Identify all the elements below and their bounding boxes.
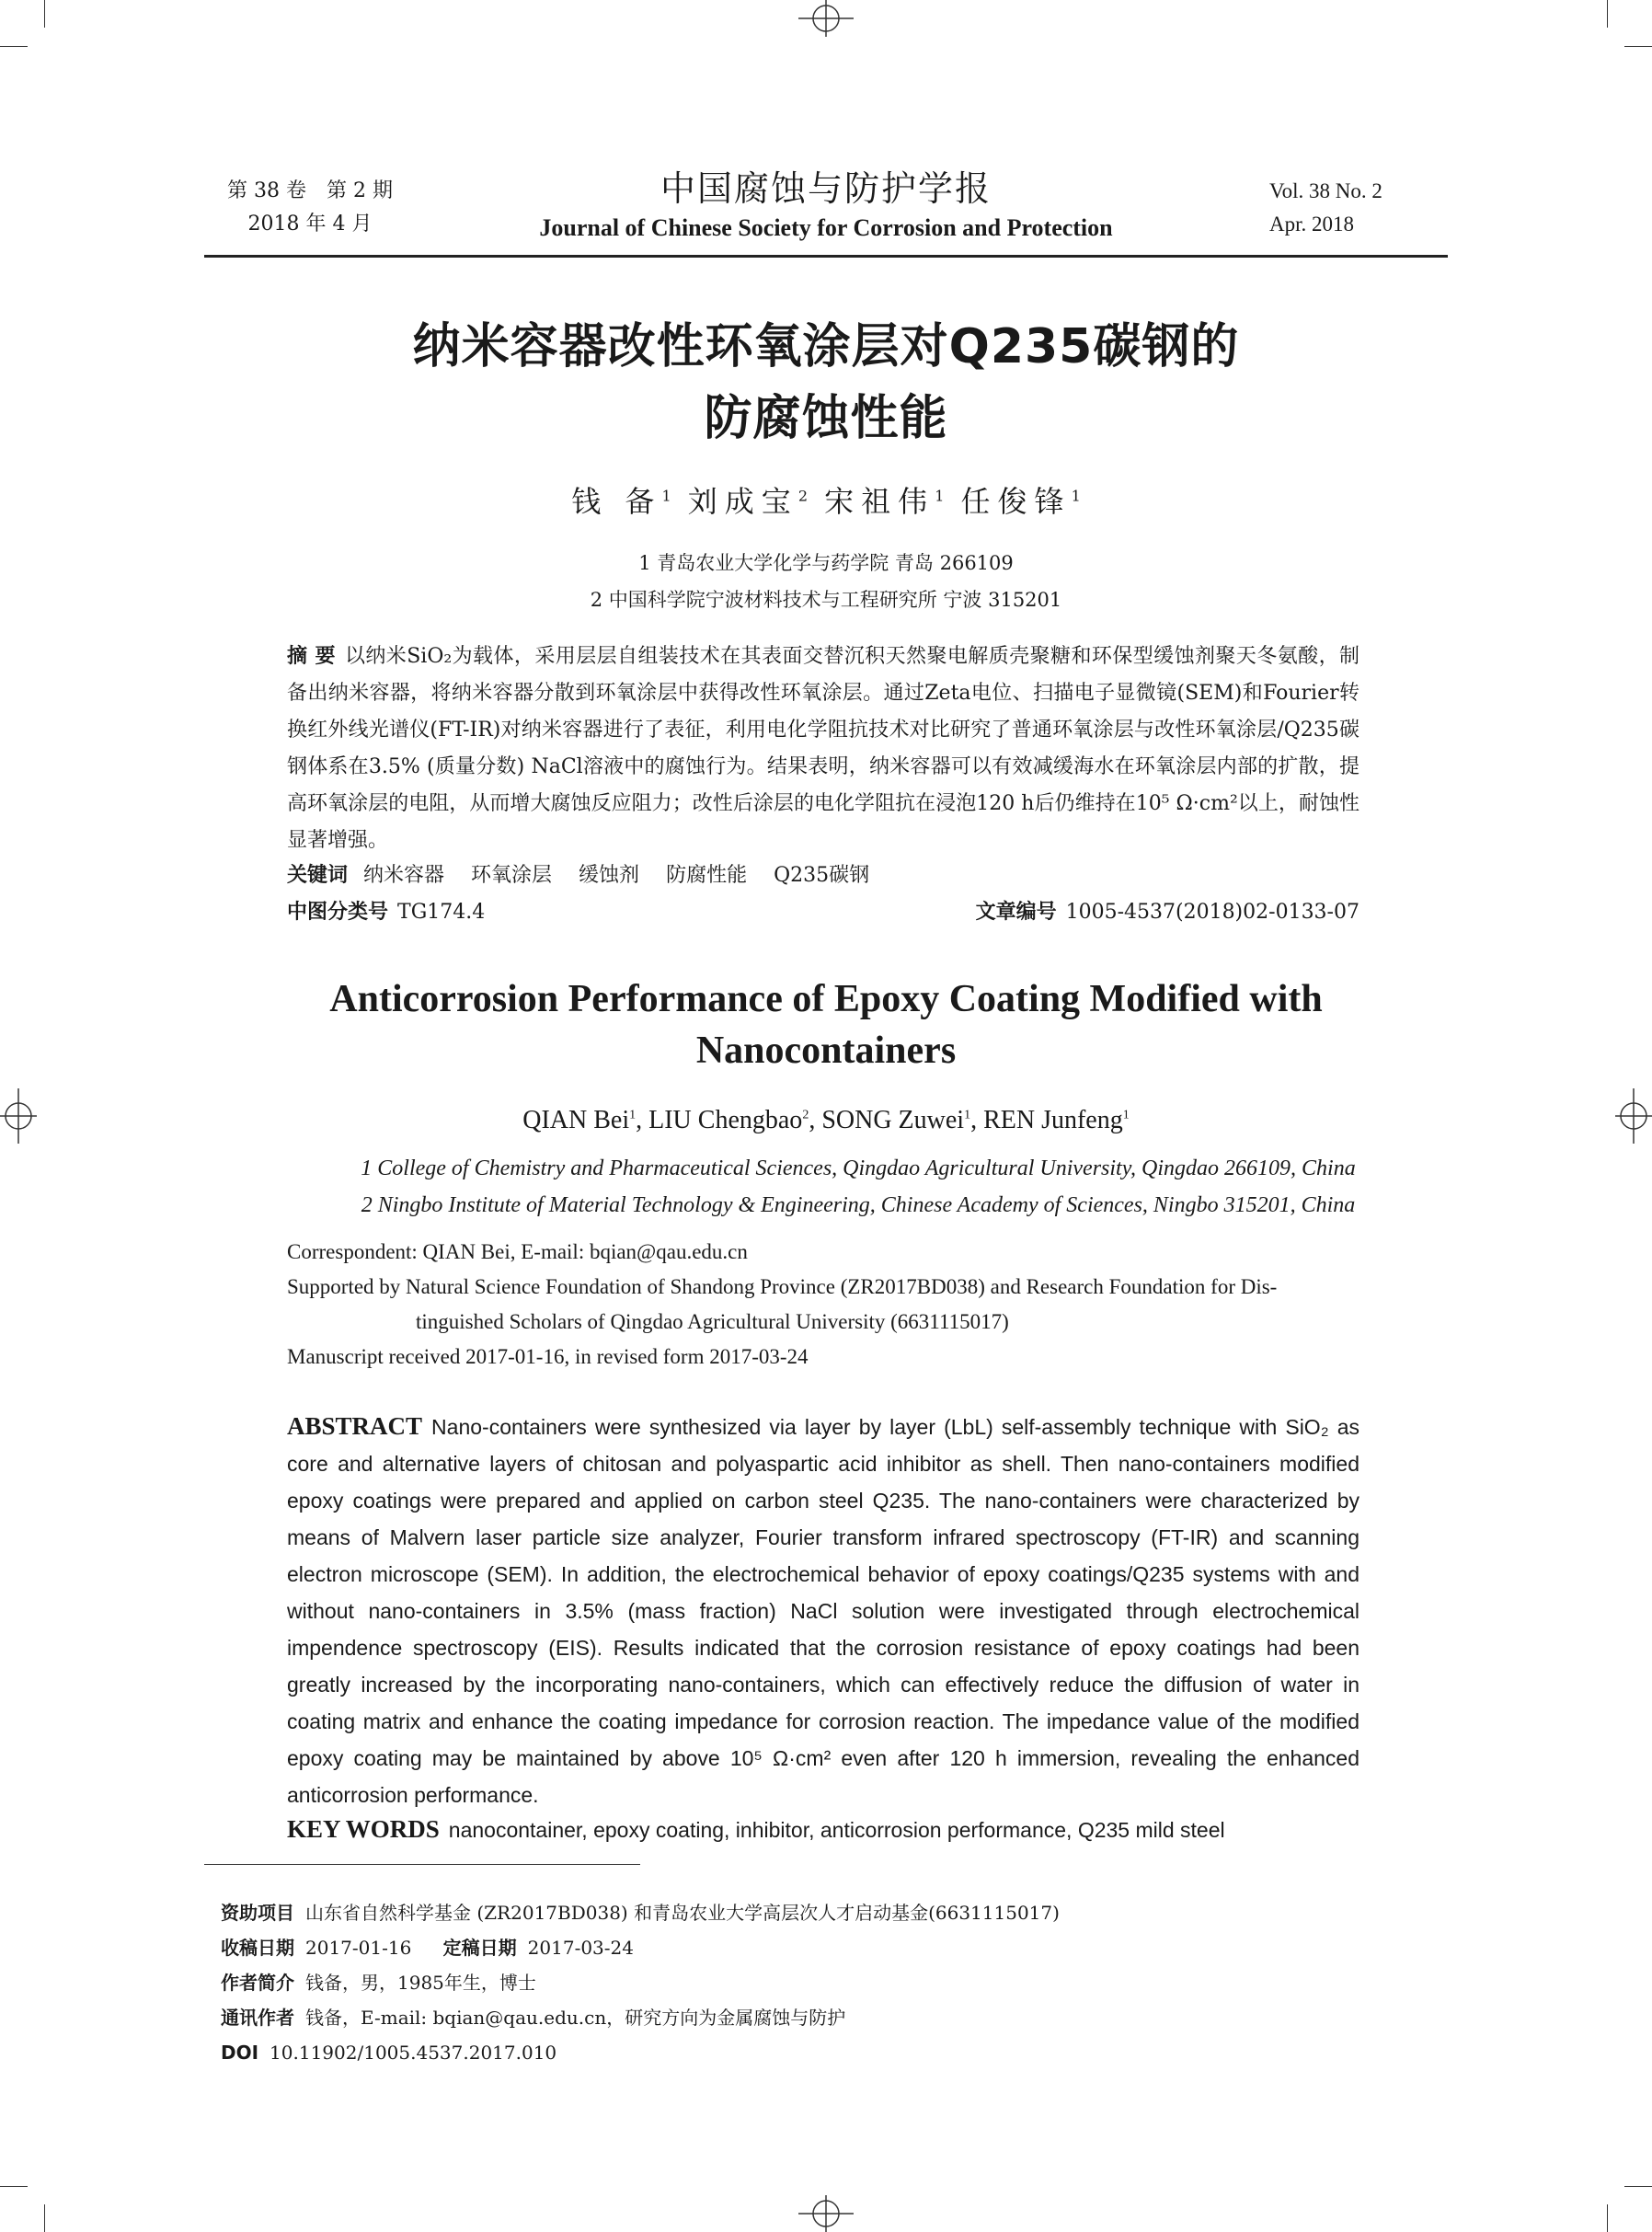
author-affiliation-mark: 1 xyxy=(935,487,945,505)
author-affiliation-mark: 1 xyxy=(964,1108,971,1122)
author-affiliation-mark: 2 xyxy=(797,487,808,505)
received-date: 2017-01-16 xyxy=(305,1937,412,1959)
classification-row xyxy=(287,894,1359,931)
corresponding-author-text: 钱备，E-mail: bqian@qau.edu.cn，研究方向为金属腐蚀与防护 xyxy=(305,2007,846,2029)
volume-number-en: Vol. 38 No. 2 xyxy=(1269,179,1382,202)
author-affiliation-mark: 1 xyxy=(1071,487,1081,505)
keywords-en-label: KEY WORDS xyxy=(287,1815,440,1843)
affiliations-en xyxy=(0,1150,1652,1224)
affiliations-cn xyxy=(0,545,1652,618)
keyword-cn: Q235碳钢 xyxy=(774,864,870,887)
affiliation-en: 1 College of Chemistry and Pharmaceutical Sciences, Qingdao Agricultural University, Qingdao 266109, China xyxy=(361,1156,1356,1180)
keyword-cn: 防腐性能 xyxy=(666,864,748,887)
keyword-cn: 纳米容器 xyxy=(363,864,445,887)
funding-label: 资助项目 xyxy=(221,1902,294,1924)
author-bio-text: 钱备，男，1985年生，博士 xyxy=(305,1972,536,1994)
author-name-cn: 宋祖伟 xyxy=(824,484,935,519)
doi-note xyxy=(221,2035,1361,2070)
corresponding-author-label: 通讯作者 xyxy=(221,2007,294,2029)
final-label: 定稿日期 xyxy=(442,1937,517,1959)
article-number-label: 文章编号 xyxy=(975,901,1057,924)
footnotes xyxy=(221,1895,1361,2070)
author-affiliation-mark: 1 xyxy=(629,1108,637,1122)
author-name-cn: 任俊锋 xyxy=(960,484,1072,519)
keyword-cn: 环氧涂层 xyxy=(471,864,553,887)
author-name-en: LIU Chengbao xyxy=(648,1106,803,1134)
doi-label: DOI xyxy=(221,2042,259,2064)
article-number-value: 1005-4537(2018)02-0133-07 xyxy=(1065,901,1359,924)
abstract-cn xyxy=(287,639,1359,859)
keywords-cn xyxy=(287,857,1359,894)
abstract-en-text: Nano-containers were synthesized via layer by layer (LbL) self-assembly technique with SiO₂ as core and alternative layers of chitosan and polyaspartic acid inhibitor as shell. Then nano-containers modified epoxy coatings were prepared and applied on carbon steel Q235. The nano-containers were characterized by means of Malvern laser particle size analyzer, Fourier transform infrared spectroscopy (FT-IR) and scanning electron microscope (SEM). In addition, the electrochemical behavior of epoxy coatings/Q235 systems with and without nano-containers in 3.5% (mass fraction) NaCl solution were investigated through electrochemical impendence spectroscopy (EIS). Results indicated that the corrosion resistance of epoxy coatings had been greatly increased by the incorporating nano-containers, which can effectively reduce the diffusion of water in coating matrix and enhance the coating impedance for corrosion reaction. The impedance value of the modified epoxy coating may be maintained by above 10⁵ Ω·cm² even after 120 h immersion, revealing the enhanced anticorrosion performance. xyxy=(287,1415,1359,1807)
abstract-en xyxy=(287,1408,1359,1813)
article-title-en-line2: Nanocontainers xyxy=(695,1030,957,1072)
received-label: 收稿日期 xyxy=(221,1937,294,1959)
issue-date-en: Apr. 2018 xyxy=(1269,213,1354,236)
author-affiliation-mark: 1 xyxy=(661,487,671,505)
article-title-en-line1: Anticorrosion Performance of Epoxy Coating Modified with xyxy=(329,978,1323,1020)
article-title-cn-line2: 防腐蚀性能 xyxy=(704,391,948,446)
author-affiliation-mark: 1 xyxy=(1122,1108,1130,1122)
dates-note xyxy=(221,1930,1361,1965)
article-title-cn xyxy=(0,311,1652,454)
journal-name-cn: 中国腐蚀与防护学报 xyxy=(660,168,992,209)
registration-mark-icon xyxy=(789,0,863,37)
header-divider xyxy=(204,255,1448,258)
author-bio-note xyxy=(221,1965,1361,2000)
author-name-en: QIAN Bei xyxy=(522,1106,630,1134)
author-list-cn xyxy=(0,478,1652,521)
footnote-divider xyxy=(204,1864,640,1865)
affiliation-en: 2 Ningbo Institute of Material Technology & Engineering, Chinese Academy of Sciences, Ningbo 315201, China xyxy=(361,1193,1356,1217)
classification-label: 中图分类号 xyxy=(287,901,389,924)
author-affiliation-mark: 2 xyxy=(802,1108,809,1122)
correspondent: Correspondent: QIAN Bei, E-mail: bqian@qau.edu.cn xyxy=(287,1240,748,1263)
abstract-cn-label: 摘 要 xyxy=(287,645,336,668)
author-list-en: QIAN Bei$^1$, LIU Chengbao$^2$, SONG Zuwei$^1$, REN Junfeng$^1$ xyxy=(522,1106,1130,1134)
author-bio-label: 作者简介 xyxy=(221,1972,294,1994)
keywords-en-text: nanocontainer, epoxy coating, inhibitor, anticorrosion performance, Q235 mild steel xyxy=(448,1818,1225,1842)
final-date: 2017-03-24 xyxy=(527,1937,634,1959)
keywords-en xyxy=(287,1811,1359,1848)
volume-issue-line: 第 38 卷 第 2 期 xyxy=(227,179,393,202)
abstract-cn-text: 以纳米SiO₂为载体，采用层层自组装技术在其表面交替沉积天然聚电解质壳聚糖和环保型缓蚀剂聚天冬氨酸，制备出纳米容器，将纳米容器分散到环氧涂层中获得改性环氧涂层。通过Zeta电位、扫描电子显微镜(SEM)和Fourier转换红外线光谱仪(FT-IR)对纳米容器进行了表征，利用电化学阻抗技术对比研究了普通环氧涂层与改性环氧涂层/Q235碳钢体系在3.5% (质量分数) NaCl溶液中的腐蚀行为。结果表明，纳米容器可以有效减缓海水在环氧涂层内部的扩散，提高环氧涂层的电阻，从而增大腐蚀反应阻力；改性后涂层的电化学阻抗在浸泡120 h后仍维持在10⁵ Ω·cm²以上，耐蚀性显著增强。 xyxy=(287,645,1359,852)
corresponding-author-note xyxy=(221,2000,1361,2035)
article-number xyxy=(976,894,1359,931)
author-name-cn: 刘成宝 xyxy=(687,484,798,519)
classification-value: TG174.4 xyxy=(397,901,486,924)
funding-en-line1: Supported by Natural Science Foundation of Shandong Province (ZR2017BD038) and Research Foundation for Dis- xyxy=(287,1275,1278,1298)
affiliation-cn: 2 中国科学院宁波材料技术与工程研究所 宁波 315201 xyxy=(590,589,1062,611)
affiliation-cn: 1 青岛农业大学化学与药学院 青岛 266109 xyxy=(638,552,1014,574)
article-title-en xyxy=(0,973,1652,1076)
author-name-en: REN Junfeng xyxy=(983,1106,1123,1134)
article-title-cn-line1: 纳米容器改性环氧涂层对Q235碳钢的 xyxy=(412,319,1240,374)
issue-date-line: 2018 年 4 月 xyxy=(247,213,373,236)
metadata-en xyxy=(287,1235,1359,1375)
keywords-cn-label: 关键词 xyxy=(287,864,349,887)
abstract-en-label: ABSTRACT xyxy=(287,1412,423,1440)
funding-note xyxy=(221,1895,1361,1930)
journal-name-en: Journal of Chinese Society for Corrosion and Protection xyxy=(539,214,1113,241)
author-name-en: SONG Zuwei xyxy=(821,1106,965,1134)
funding-en-line2: tinguished Scholars of Qingdao Agricultural University (6631115017) xyxy=(416,1310,1009,1333)
manuscript-dates: Manuscript received 2017-01-16, in revised form 2017-03-24 xyxy=(287,1345,809,1368)
volume-issue-en xyxy=(1269,175,1426,241)
author-name-cn: 钱 备 xyxy=(571,484,662,519)
doi-link[interactable]: 10.11902/1005.4537.2017.010 xyxy=(270,2042,557,2064)
keyword-cn: 缓蚀剂 xyxy=(579,864,640,887)
registration-mark-icon xyxy=(789,2195,863,2232)
funding-text: 山东省自然科学基金 (ZR2017BD038) 和青岛农业大学高层次人才启动基金(6631115017) xyxy=(305,1902,1060,1924)
